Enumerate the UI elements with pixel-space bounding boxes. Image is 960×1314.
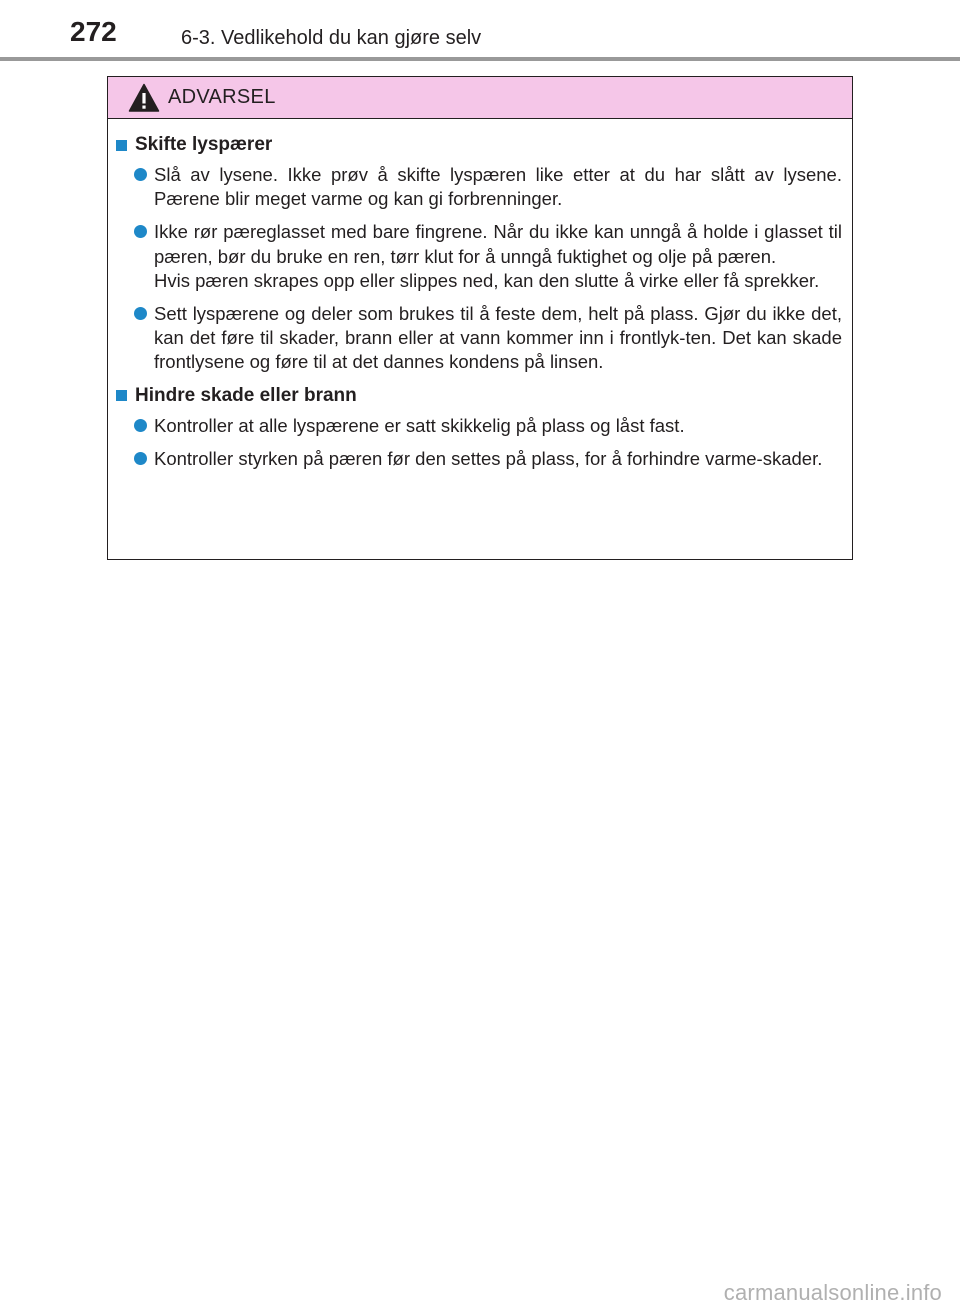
- section-prevent-damage: [114, 384, 842, 471]
- paragraph: Hvis pæren skrapes opp eller slippes ned, kan den slutte å virke eller få sprekker.: [154, 269, 820, 291]
- warning-triangle-icon: [128, 83, 160, 113]
- dot-bullet-icon: [134, 419, 147, 432]
- header-divider: [0, 57, 960, 61]
- paragraph: Slå av lysene. Ikke prøv å skifte lyspæren like etter at du har slått av lysene. Pærene blir meget varme og kan gi forbrenninger.: [154, 164, 842, 210]
- section-heading-text: Skifte lyspærer: [135, 134, 273, 155]
- item-text: [154, 220, 842, 293]
- dot-bullet-icon: [134, 168, 147, 181]
- section-replace-bulbs: [114, 133, 842, 375]
- item-text: [154, 302, 842, 375]
- paragraph: Ikke rør pæreglasset med bare fingrene. Når du ikke kan unngå å holde i glasset til pæren, bør du bruke en ren, tørr klut for å unngå fuktighet og olje på pæren.: [154, 221, 842, 267]
- item-text: [154, 414, 842, 438]
- watermark-text: carmanualsonline.info: [723, 1280, 942, 1305]
- square-bullet-icon: [116, 390, 127, 401]
- dot-bullet-icon: [134, 225, 147, 238]
- list-item: [134, 220, 842, 293]
- dot-bullet-icon: [134, 307, 147, 320]
- dot-bullet-icon: [134, 452, 147, 465]
- item-text: [154, 163, 842, 211]
- page-number: 272: [70, 16, 117, 47]
- page-header: [0, 0, 960, 62]
- paragraph: Kontroller at alle lyspærene er satt skikkelig på plass og låst fast.: [154, 414, 685, 436]
- warning-box: [107, 76, 853, 560]
- section-heading: [114, 133, 842, 157]
- section-heading-text: Hindre skade eller brann: [135, 384, 357, 406]
- square-bullet-icon: [116, 140, 127, 151]
- warning-header: [108, 77, 852, 119]
- list-item: [134, 447, 842, 471]
- list-item: [134, 302, 842, 375]
- item-text: [154, 447, 842, 471]
- section-title: 6-3. Vedlikehold du kan gjøre selv: [181, 27, 482, 49]
- warning-body: [108, 119, 852, 471]
- section-heading: [114, 384, 842, 408]
- paragraph: Kontroller styrken på pæren før den settes på plass, for å forhindre varme-skader.: [154, 447, 823, 469]
- list-item: [134, 163, 842, 211]
- list-item: [134, 414, 842, 438]
- paragraph: Sett lyspærene og deler som brukes til å feste dem, helt på plass. Gjør du ikke det, kan det føre til skader, brann eller at vann kommer inn i frontlyk-ten. Det kan skade frontlysene og føre til at det dannes kondens på linsen.: [154, 303, 842, 373]
- warning-label: ADVARSEL: [168, 86, 276, 108]
